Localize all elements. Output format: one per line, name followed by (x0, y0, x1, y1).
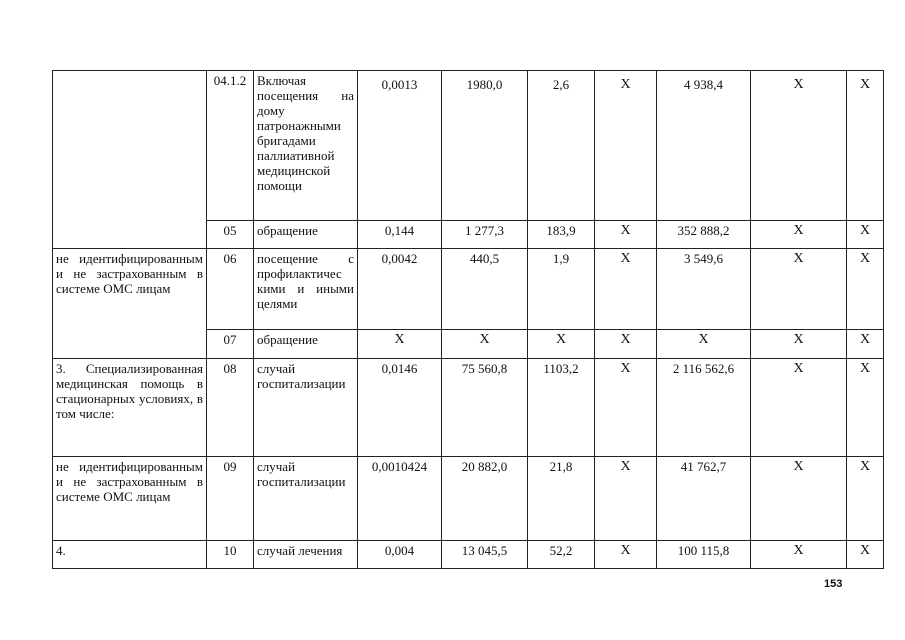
col6-cell: Х (595, 330, 657, 359)
cost-cell: 13 045,5 (442, 541, 528, 569)
norm-cell: 0,004 (358, 541, 442, 569)
table-row (53, 541, 884, 569)
col8-cell: Х (751, 359, 847, 457)
row-code-cell: 08 (207, 359, 254, 457)
cost-cell: 1 277,3 (442, 221, 528, 249)
per-capita-cell: 52,2 (528, 541, 595, 569)
row-description-cell: не идентифицированным и не застрахованным в системе ОМС лицам (53, 249, 207, 359)
row-unit-cell: обращение (254, 330, 358, 359)
total-cell: 2 116 562,6 (657, 359, 751, 457)
row-description-cell (53, 71, 207, 249)
table-row (53, 249, 884, 330)
col9-cell: Х (847, 249, 884, 330)
cost-cell: 75 560,8 (442, 359, 528, 457)
row-code-cell: 09 (207, 457, 254, 541)
table-row (53, 359, 884, 457)
cost-cell: 20 882,0 (442, 457, 528, 541)
row-unit-cell: случай лечения (254, 541, 358, 569)
cost-cell: 1980,0 (442, 71, 528, 221)
total-cell: Х (657, 330, 751, 359)
col8-cell: Х (751, 71, 847, 221)
total-cell: 41 762,7 (657, 457, 751, 541)
norm-cell: 0,144 (358, 221, 442, 249)
col9-cell: Х (847, 221, 884, 249)
col6-cell: Х (595, 221, 657, 249)
row-unit-cell: посещение с профилактичес кими и иными целями (254, 249, 358, 330)
col6-cell: Х (595, 541, 657, 569)
col6-cell: Х (595, 71, 657, 221)
cost-cell: Х (442, 330, 528, 359)
row-description-cell: 4. (53, 541, 207, 569)
row-unit-cell: случай госпитализации (254, 457, 358, 541)
page-number: 153 (824, 578, 843, 590)
row-description-cell: 3. Специализированная медицинская помощь в стационарных условиях, в том числе: (53, 359, 207, 457)
cost-cell: 440,5 (442, 249, 528, 330)
total-cell: 3 549,6 (657, 249, 751, 330)
norm-cell: 0,0010424 (358, 457, 442, 541)
row-code-cell: 06 (207, 249, 254, 330)
col8-cell: Х (751, 221, 847, 249)
per-capita-cell: 2,6 (528, 71, 595, 221)
row-description-cell: не идентифицированным и не застрахованным в системе ОМС лицам (53, 457, 207, 541)
per-capita-cell: 1,9 (528, 249, 595, 330)
norm-cell: 0,0146 (358, 359, 442, 457)
row-code-cell: 05 (207, 221, 254, 249)
col8-cell: Х (751, 249, 847, 330)
col6-cell: Х (595, 457, 657, 541)
col8-cell: Х (751, 457, 847, 541)
col8-cell: Х (751, 330, 847, 359)
per-capita-cell: 183,9 (528, 221, 595, 249)
norm-cell: Х (358, 330, 442, 359)
row-code-cell: 10 (207, 541, 254, 569)
row-unit-cell: Включая посещения на дому патронажными бригадами паллиативной медицинской помощи (254, 71, 358, 221)
row-unit-cell: случай госпитализации (254, 359, 358, 457)
total-cell: 352 888,2 (657, 221, 751, 249)
col9-cell: Х (847, 541, 884, 569)
row-unit-cell: обращение (254, 221, 358, 249)
per-capita-cell: 1103,2 (528, 359, 595, 457)
row-code-cell: 04.1.2 (207, 71, 254, 221)
total-cell: 100 115,8 (657, 541, 751, 569)
norm-cell: 0,0013 (358, 71, 442, 221)
total-cell: 4 938,4 (657, 71, 751, 221)
col8-cell: Х (751, 541, 847, 569)
table-row (53, 71, 884, 221)
col6-cell: Х (595, 359, 657, 457)
col9-cell: Х (847, 330, 884, 359)
per-capita-cell: 21,8 (528, 457, 595, 541)
data-table (52, 70, 884, 569)
col9-cell: Х (847, 457, 884, 541)
col9-cell: Х (847, 359, 884, 457)
col9-cell: Х (847, 71, 884, 221)
row-code-cell: 07 (207, 330, 254, 359)
col6-cell: Х (595, 249, 657, 330)
per-capita-cell: Х (528, 330, 595, 359)
norm-cell: 0,0042 (358, 249, 442, 330)
table-row (53, 457, 884, 541)
